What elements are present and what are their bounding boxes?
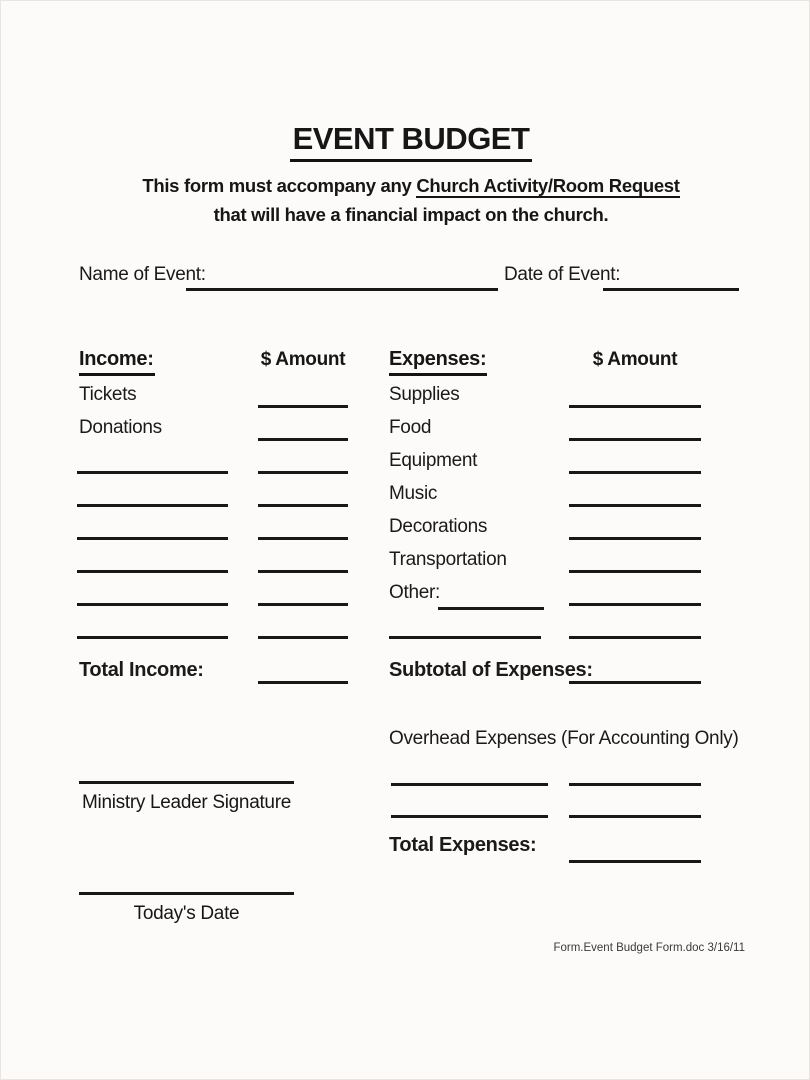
subtotal-expenses-field[interactable]	[569, 681, 701, 684]
income-amount-field[interactable]	[258, 570, 348, 573]
expense-amount-field[interactable]	[569, 537, 701, 540]
expense-item-label: Supplies	[389, 384, 460, 405]
income-item-field[interactable]	[77, 504, 228, 507]
income-amount-field[interactable]	[258, 603, 348, 606]
income-item-label: Tickets	[79, 384, 137, 405]
income-amount-field[interactable]	[258, 537, 348, 540]
ministry-signature-line[interactable]	[79, 781, 294, 784]
income-amount-field[interactable]	[258, 471, 348, 474]
expense-amount-field[interactable]	[569, 504, 701, 507]
date-of-event-label: Date of Event:	[504, 264, 621, 285]
form-instructions	[11, 171, 810, 229]
expense-item-label: Decorations	[389, 516, 488, 537]
expense-item-label: Other:	[389, 582, 440, 603]
income-header: Income:	[79, 348, 155, 376]
overhead-item-field[interactable]	[391, 815, 548, 818]
income-item-label: Donations	[79, 417, 162, 438]
overhead-expenses-label: Overhead Expenses (For Accounting Only)	[389, 728, 739, 749]
page-title: EVENT BUDGET	[290, 121, 533, 162]
expense-other-field[interactable]	[438, 607, 544, 610]
income-amount-field[interactable]	[258, 504, 348, 507]
expense-amount-field[interactable]	[569, 471, 701, 474]
expense-item-label: Transportation	[389, 549, 507, 570]
income-amount-field[interactable]	[258, 636, 348, 639]
footer-text: Form.Event Budget Form.doc 3/16/11	[553, 942, 745, 954]
overhead-item-field[interactable]	[391, 783, 548, 786]
expense-item-label: Music	[389, 483, 438, 504]
income-amount-field[interactable]	[258, 438, 348, 441]
subtitle-prefix: This form must accompany any	[142, 175, 417, 196]
income-item-field[interactable]	[77, 570, 228, 573]
total-income-field[interactable]	[258, 681, 348, 684]
ministry-signature-caption: Ministry Leader Signature	[82, 792, 291, 813]
income-amount-header: $ Amount	[260, 349, 346, 370]
income-item-field[interactable]	[77, 471, 228, 474]
subtotal-expenses-label: Subtotal of Expenses:	[389, 659, 593, 681]
todays-date-caption: Today's Date	[133, 903, 240, 924]
expense-amount-field[interactable]	[569, 636, 701, 639]
expense-item-label: Food	[389, 417, 432, 438]
expense-amount-field[interactable]	[569, 603, 701, 606]
expense-amount-field[interactable]	[569, 570, 701, 573]
expense-item-field[interactable]	[389, 636, 541, 639]
expense-amount-field[interactable]	[569, 405, 701, 408]
todays-date-line[interactable]	[79, 892, 294, 895]
total-expenses-label: Total Expenses:	[389, 834, 537, 856]
subtitle-emphasis: Church Activity/Room Request	[416, 175, 680, 196]
name-of-event-label: Name of Event:	[79, 264, 206, 285]
overhead-amount-field[interactable]	[569, 783, 701, 786]
date-of-event-field[interactable]	[603, 288, 739, 291]
total-income-label: Total Income:	[79, 659, 204, 681]
income-item-field[interactable]	[77, 537, 228, 540]
income-amount-field[interactable]	[258, 405, 348, 408]
income-item-field[interactable]	[77, 636, 228, 639]
income-item-field[interactable]	[77, 603, 228, 606]
overhead-amount-field[interactable]	[569, 815, 701, 818]
expenses-header: Expenses:	[389, 348, 487, 376]
expense-item-label: Equipment	[389, 450, 478, 471]
total-expenses-field[interactable]	[569, 860, 701, 863]
expense-amount-field[interactable]	[569, 438, 701, 441]
expenses-amount-header: $ Amount	[592, 349, 678, 370]
name-of-event-field[interactable]	[186, 288, 498, 291]
subtitle-line2: that will have a financial impact on the church.	[213, 204, 609, 225]
